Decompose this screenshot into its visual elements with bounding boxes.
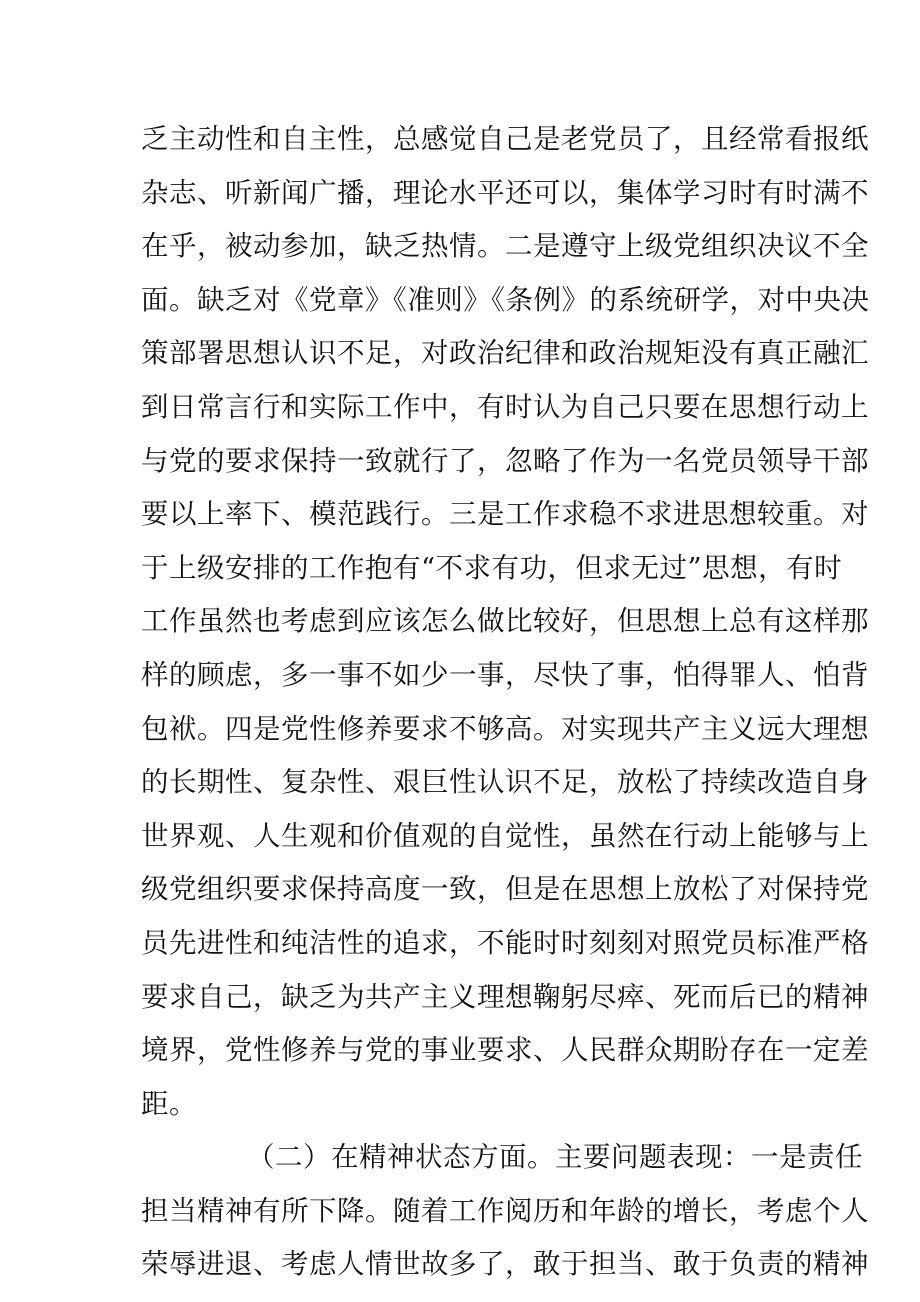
text-line: 要求自己，缺乏为共产主义理想鞠躬尽瘁、死而后已的精神 — [141, 980, 869, 1013]
text-line: 要以上率下、模范践行。三是工作求稳不求进思想较重。对 — [141, 498, 869, 531]
text-line: 世界观、人生观和价值观的自觉性，虽然在行动上能够与上 — [141, 819, 869, 852]
text-line: 担当精神有所下降。随着工作阅历和年龄的增长，考虑个人 — [141, 1194, 869, 1227]
text-line: 员先进性和纯洁性的追求，不能时时刻刻对照党员标准严格 — [141, 926, 869, 959]
text-line: 与党的要求保持一致就行了，忽略了作为一名党员领导干部 — [141, 444, 869, 477]
text-line: 级党组织要求保持高度一致，但是在思想上放松了对保持党 — [141, 873, 869, 906]
text-line: 面。缺乏对《党章》《准则》《条例》的系统研学，对中央决 — [141, 283, 870, 316]
section-heading-line: （二）在精神状态方面。主要问题表现：一是责任 — [247, 1141, 863, 1174]
text-line: 工作虽然也考虑到应该怎么做比较好，但思想上总有这样那 — [141, 605, 869, 638]
body-text — [141, 113, 870, 1292]
text-line: 境界，党性修养与党的事业要求、人民群众期盼存在一定差 — [141, 1034, 869, 1067]
text-line: 包袱。四是党性修养要求不够高。对实现共产主义远大理想 — [141, 712, 869, 745]
text-line: 样的顾虑，多一事不如少一事，尽快了事，怕得罪人、怕背 — [141, 658, 869, 691]
text-line: 的长期性、复杂性、艰巨性认识不足，放松了持续改造自身 — [141, 766, 869, 799]
text-line: 荣辱进退、考虑人情世故多了，敢于担当、敢于负责的精神 — [141, 1248, 869, 1281]
text-line: 于上级安排的工作抱有“不求有功，但求无过”思想，有时 — [141, 551, 843, 584]
text-line: 杂志、听新闻广播，理论水平还可以，集体学习时有时满不 — [141, 176, 869, 209]
text-line: 策部署思想认识不足，对政治纪律和政治规矩没有真正融汇 — [141, 337, 869, 370]
text-line: 距。 — [141, 1087, 197, 1120]
text-line: 在乎，被动参加，缺乏热情。二是遵守上级党组织决议不全 — [141, 230, 869, 263]
text-line: 乏主动性和自主性，总感觉自己是老党员了，且经常看报纸 — [141, 123, 869, 155]
text-line: 到日常言行和实际工作中，有时认为自己只要在思想行动上 — [141, 390, 869, 423]
